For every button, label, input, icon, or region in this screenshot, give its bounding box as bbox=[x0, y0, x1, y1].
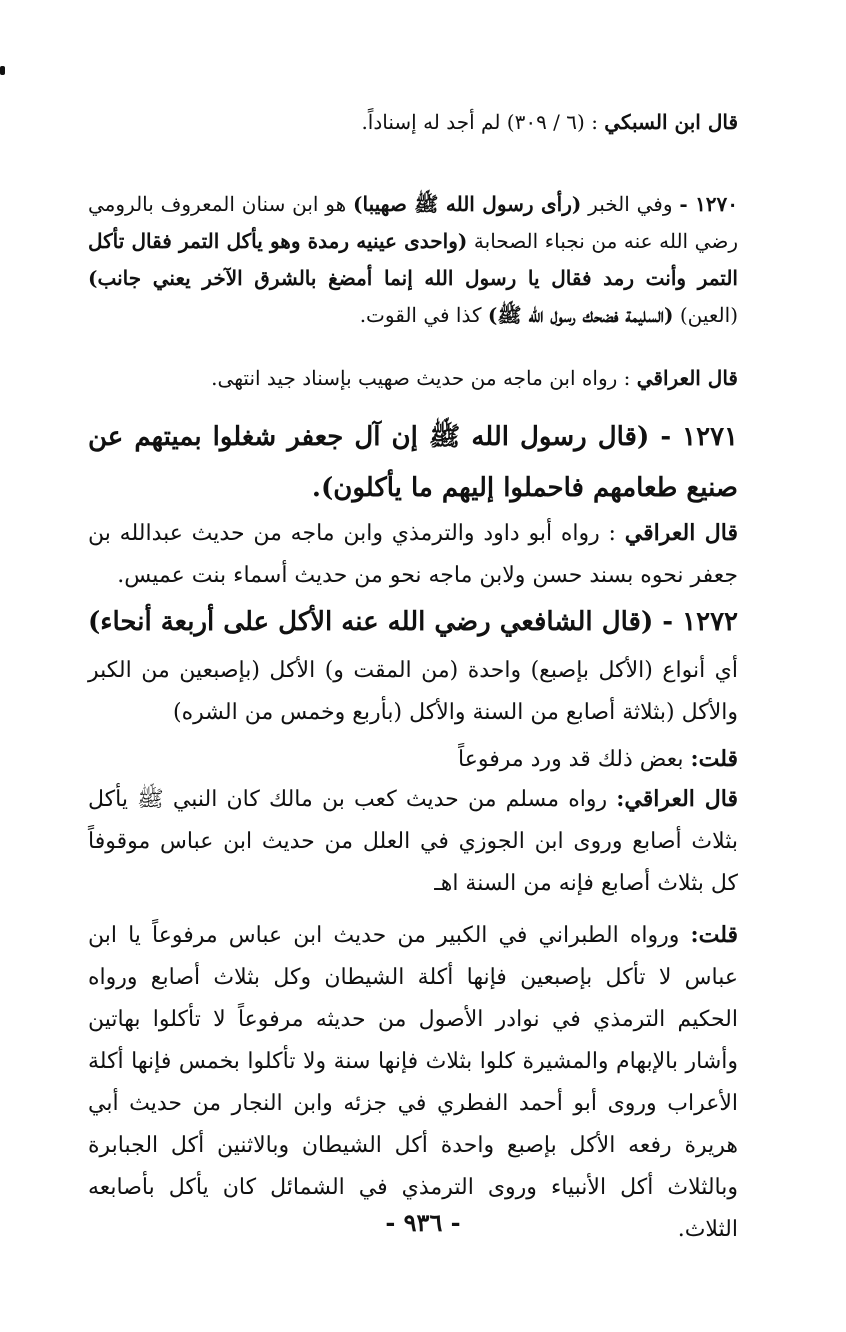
paragraph-text: : (٦ / ٣٠٩) لم أجد له إسناداً. bbox=[361, 110, 598, 134]
paragraph-text: أي أنواع (الأكل بإصبع) واحدة (من المقت و) الأكل (بإصبعين من الكبر والأكل (بثلاثة أصابع من السنة والأكل (بأربع وخمس من الشره) bbox=[88, 658, 738, 725]
paragraph-text: (العين) bbox=[679, 303, 738, 327]
margin-mark bbox=[0, 66, 5, 75]
paragraph-iraqi-2 bbox=[88, 512, 738, 597]
paragraph-hadith-1271 bbox=[88, 412, 738, 514]
speaker-label: قال العراقي bbox=[624, 520, 739, 546]
hadith-text: ١٢٧١ - (قال رسول الله ﷺ إن آل جعفر شغلوا بميتهم عن صنيع طعامهم فاحملوا إليهم ما يأكلون). bbox=[88, 422, 738, 503]
paragraph-text: كذا في القوت. bbox=[359, 303, 482, 327]
speaker-label: قال ابن السبكي bbox=[604, 110, 738, 134]
paragraph-subki-note bbox=[88, 104, 738, 141]
quoted-text: (رأى رسول الله ﷺ صهيبا) bbox=[353, 192, 582, 216]
hadith-number: ١٢٧٠ - bbox=[679, 192, 739, 216]
paragraph-qultu-1 bbox=[88, 738, 738, 781]
speaker-label: قلت: bbox=[690, 922, 738, 948]
paragraph-text: رواه مسلم من حديث كعب بن مالك كان النبي ﷺ يأكل بثلاث أصابع وروى ابن الجوزي في العلل من حديث ابن عباس موقوفاً كل بثلاث أصابع فإنه من السنة اهـ bbox=[88, 787, 738, 896]
page-number: - ٩٣٦ - bbox=[385, 1208, 461, 1237]
paragraph-qultu-2 bbox=[88, 914, 738, 1251]
paragraph-text: : رواه أبو داود والترمذي وابن ماجه من حديث عبدالله بن جعفر نحوه بسند حسن ولابن ماجه نحو من حديث أسماء بنت عميس. bbox=[88, 521, 738, 588]
paragraph-text: : رواه ابن ماجه من حديث صهيب بإسناد جيد انتهى. bbox=[211, 366, 631, 390]
paragraph-text: ورواه الطبراني في الكبير من حديث ابن عباس مرفوعاً يا ابن عباس لا تأكل بإصبعين فإنها أكلة الشيطان وكل بثلاث أصابع ورواه الحكيم الترمذي في نوادر الأصول من حديثه مرفوعاً لا تأكلوا بهاتين وأشار بالإبهام والمشيرة كلوا بثلاث فإنها سنة ولا تأكلوا بخمس فإنها أكلة الأعراب وروى أبو أحمد الفطري في جزئه وابن النجار من حديث أبي هريرة رفعه الأكل بإصبع واحدة أكل الشيطان وبالاثنين أكل الجبابرة وبالثلاث أكل الأنبياء وروى الترمذي في الشمائل كان يأكل بأصابعه الثلاث. bbox=[88, 923, 738, 1242]
paragraph-types bbox=[88, 650, 738, 734]
paragraph-iraqi-3 bbox=[88, 778, 738, 905]
paragraph-iraqi-1 bbox=[88, 360, 738, 397]
speaker-label: قال العراقي bbox=[636, 366, 738, 390]
paragraph-hadith-1270 bbox=[88, 186, 738, 334]
quoted-text: (السليمة فضحك رسول الله ﷺ) bbox=[487, 303, 674, 327]
quoted-text: (واحدى عينيه رمدة وهو يأكل التمر فقال تأكل التمر وأنت رمد فقال يا رسول الله إنما أمضغ بالشرق الآخر يعني جانب) bbox=[88, 229, 738, 290]
paragraph-text: هو ابن سنان المعروف بالرومي رضي الله عنه من نجباء الصحابة bbox=[88, 192, 738, 253]
paragraph-text: وفي الخبر bbox=[588, 192, 673, 216]
hadith-text: ١٢٧٢ - (قال الشافعي رضي الله عنه الأكل على أربعة أنحاء) bbox=[87, 607, 738, 637]
paragraph-text: بعض ذلك قد ورد مرفوعاً bbox=[458, 747, 684, 772]
paragraph-hadith-1272 bbox=[88, 597, 738, 648]
speaker-label: قلت: bbox=[690, 746, 738, 772]
speaker-label: قال العراقي: bbox=[616, 786, 738, 812]
